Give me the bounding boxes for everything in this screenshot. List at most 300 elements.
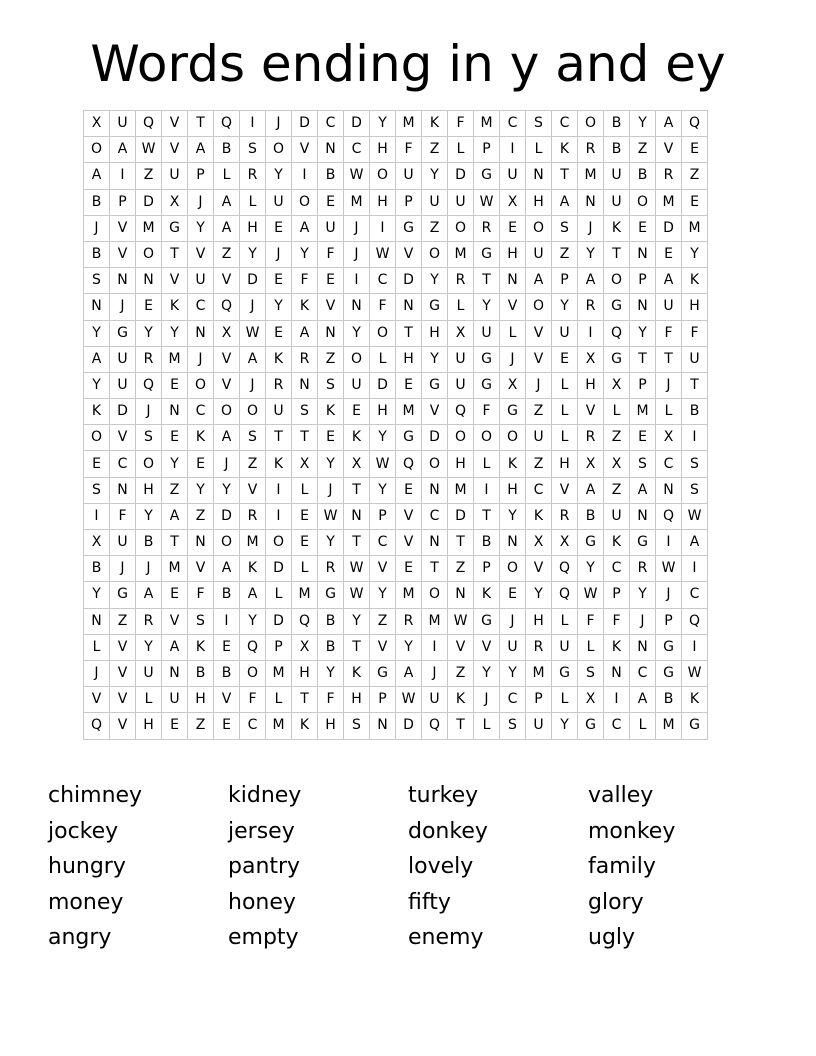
grid-cell[interactable]: N [500,530,526,556]
grid-cell[interactable]: X [656,425,682,451]
grid-cell[interactable]: V [396,241,422,267]
grid-cell[interactable]: Y [422,163,448,189]
grid-cell[interactable]: U [448,189,474,215]
grid-cell[interactable]: L [656,399,682,425]
grid-cell[interactable]: V [240,477,266,503]
grid-cell[interactable]: B [214,660,240,686]
grid-cell[interactable]: D [448,503,474,529]
grid-cell[interactable]: C [500,111,526,137]
grid-cell[interactable]: R [578,137,604,163]
grid-cell[interactable]: W [318,503,344,529]
grid-cell[interactable]: T [396,320,422,346]
grid-cell[interactable]: D [110,399,136,425]
grid-cell[interactable]: U [448,372,474,398]
grid-cell[interactable]: Z [162,477,188,503]
grid-cell[interactable]: M [266,713,292,739]
grid-cell[interactable]: V [318,294,344,320]
grid-cell[interactable]: I [370,215,396,241]
grid-cell[interactable]: S [292,399,318,425]
grid-cell[interactable]: U [422,189,448,215]
grid-cell[interactable]: S [136,425,162,451]
grid-cell[interactable]: C [552,111,578,137]
grid-cell[interactable]: G [110,582,136,608]
grid-cell[interactable]: P [474,556,500,582]
grid-cell[interactable]: H [188,687,214,713]
grid-cell[interactable]: G [162,215,188,241]
grid-cell[interactable]: K [552,137,578,163]
grid-cell[interactable]: S [84,477,110,503]
grid-cell[interactable]: J [188,346,214,372]
grid-cell[interactable]: J [84,215,110,241]
grid-cell[interactable]: Z [448,556,474,582]
grid-cell[interactable]: L [552,399,578,425]
grid-cell[interactable]: V [214,372,240,398]
grid-cell[interactable]: U [110,346,136,372]
grid-cell[interactable]: K [604,530,630,556]
grid-cell[interactable]: C [630,660,656,686]
grid-cell[interactable]: H [682,294,708,320]
grid-cell[interactable]: V [110,687,136,713]
grid-cell[interactable]: N [136,268,162,294]
grid-cell[interactable]: V [448,634,474,660]
grid-cell[interactable]: L [552,425,578,451]
grid-cell[interactable]: N [188,530,214,556]
grid-cell[interactable]: D [136,189,162,215]
grid-cell[interactable]: B [84,241,110,267]
grid-cell[interactable]: M [656,189,682,215]
grid-cell[interactable]: F [240,687,266,713]
grid-cell[interactable]: U [344,372,370,398]
grid-cell[interactable]: T [162,241,188,267]
grid-cell[interactable]: G [578,530,604,556]
grid-cell[interactable]: E [162,425,188,451]
grid-cell[interactable]: C [110,451,136,477]
grid-cell[interactable]: W [448,608,474,634]
grid-cell[interactable]: O [266,137,292,163]
grid-cell[interactable]: G [604,294,630,320]
grid-cell[interactable]: T [162,530,188,556]
grid-cell[interactable]: E [214,713,240,739]
grid-cell[interactable]: B [188,660,214,686]
grid-cell[interactable]: V [292,137,318,163]
grid-cell[interactable]: U [604,163,630,189]
grid-cell[interactable]: Y [84,372,110,398]
grid-cell[interactable]: H [526,608,552,634]
grid-cell[interactable]: R [630,556,656,582]
grid-cell[interactable]: Q [682,608,708,634]
grid-cell[interactable]: L [266,687,292,713]
grid-cell[interactable]: T [552,163,578,189]
grid-cell[interactable]: E [266,320,292,346]
grid-cell[interactable]: R [396,608,422,634]
grid-cell[interactable]: E [292,530,318,556]
grid-cell[interactable]: M [526,660,552,686]
grid-cell[interactable]: S [682,451,708,477]
grid-cell[interactable]: H [370,137,396,163]
grid-cell[interactable]: X [526,530,552,556]
grid-cell[interactable]: X [552,530,578,556]
grid-cell[interactable]: O [500,556,526,582]
grid-cell[interactable]: G [370,660,396,686]
grid-cell[interactable]: Y [630,582,656,608]
grid-cell[interactable]: H [526,189,552,215]
grid-cell[interactable]: V [552,477,578,503]
grid-cell[interactable]: L [500,320,526,346]
grid-cell[interactable]: K [162,294,188,320]
grid-cell[interactable]: O [240,660,266,686]
grid-cell[interactable]: V [500,294,526,320]
grid-cell[interactable]: O [84,425,110,451]
grid-cell[interactable]: J [630,608,656,634]
grid-cell[interactable]: E [630,425,656,451]
grid-cell[interactable]: Z [604,425,630,451]
grid-cell[interactable]: A [552,189,578,215]
grid-cell[interactable]: G [318,582,344,608]
grid-cell[interactable]: J [266,241,292,267]
grid-cell[interactable]: B [136,530,162,556]
grid-cell[interactable]: Q [396,451,422,477]
grid-cell[interactable]: S [344,713,370,739]
grid-cell[interactable]: V [110,660,136,686]
grid-cell[interactable]: R [292,346,318,372]
grid-cell[interactable]: E [318,189,344,215]
grid-cell[interactable]: M [396,111,422,137]
grid-cell[interactable]: Y [552,294,578,320]
grid-cell[interactable]: Y [682,241,708,267]
grid-cell[interactable]: H [578,372,604,398]
grid-cell[interactable]: R [136,608,162,634]
grid-cell[interactable]: O [630,189,656,215]
grid-cell[interactable]: Y [292,241,318,267]
grid-cell[interactable]: G [474,608,500,634]
grid-cell[interactable]: Q [240,634,266,660]
grid-cell[interactable]: V [474,634,500,660]
grid-cell[interactable]: G [552,660,578,686]
grid-cell[interactable]: J [188,189,214,215]
grid-cell[interactable]: Z [318,346,344,372]
grid-cell[interactable]: I [214,608,240,634]
grid-cell[interactable]: G [474,163,500,189]
grid-cell[interactable]: E [162,372,188,398]
grid-cell[interactable]: B [578,503,604,529]
grid-cell[interactable]: G [500,399,526,425]
grid-cell[interactable]: H [136,713,162,739]
grid-cell[interactable]: F [396,137,422,163]
grid-cell[interactable]: I [682,425,708,451]
grid-cell[interactable]: L [292,556,318,582]
grid-cell[interactable]: E [500,582,526,608]
grid-cell[interactable]: K [188,425,214,451]
grid-cell[interactable]: P [396,189,422,215]
grid-cell[interactable]: A [214,425,240,451]
grid-cell[interactable]: R [266,372,292,398]
grid-cell[interactable]: J [318,477,344,503]
grid-cell[interactable]: V [110,425,136,451]
grid-cell[interactable]: I [656,530,682,556]
grid-cell[interactable]: J [136,556,162,582]
grid-cell[interactable]: Y [344,608,370,634]
grid-cell[interactable]: D [240,268,266,294]
grid-cell[interactable]: J [526,372,552,398]
grid-cell[interactable]: C [526,477,552,503]
grid-cell[interactable]: S [630,451,656,477]
grid-cell[interactable]: I [500,137,526,163]
grid-cell[interactable]: Y [370,582,396,608]
grid-cell[interactable]: J [136,399,162,425]
grid-cell[interactable]: A [656,268,682,294]
grid-cell[interactable]: Y [84,320,110,346]
grid-cell[interactable]: L [630,713,656,739]
grid-cell[interactable]: G [474,346,500,372]
grid-cell[interactable]: Y [578,241,604,267]
grid-cell[interactable]: L [448,294,474,320]
grid-cell[interactable]: N [162,660,188,686]
grid-cell[interactable]: G [422,372,448,398]
grid-cell[interactable]: H [448,451,474,477]
grid-cell[interactable]: Y [474,660,500,686]
grid-cell[interactable]: O [422,451,448,477]
grid-cell[interactable]: L [552,372,578,398]
grid-cell[interactable]: M [474,111,500,137]
grid-cell[interactable]: R [552,503,578,529]
grid-cell[interactable]: V [110,215,136,241]
grid-cell[interactable]: E [396,372,422,398]
grid-cell[interactable]: V [162,608,188,634]
grid-cell[interactable]: Y [318,530,344,556]
grid-cell[interactable]: I [344,268,370,294]
grid-cell[interactable]: W [344,556,370,582]
grid-cell[interactable]: V [110,241,136,267]
grid-cell[interactable]: A [84,346,110,372]
grid-cell[interactable]: Q [422,713,448,739]
grid-cell[interactable]: S [500,713,526,739]
grid-cell[interactable]: X [162,189,188,215]
grid-cell[interactable]: P [474,137,500,163]
grid-cell[interactable]: Z [136,163,162,189]
grid-cell[interactable]: K [682,268,708,294]
grid-cell[interactable]: E [396,477,422,503]
grid-cell[interactable]: Z [604,477,630,503]
grid-cell[interactable]: N [422,530,448,556]
grid-cell[interactable]: U [266,189,292,215]
grid-cell[interactable]: O [500,425,526,451]
grid-cell[interactable]: G [396,425,422,451]
grid-cell[interactable]: B [604,111,630,137]
grid-cell[interactable]: U [526,713,552,739]
grid-cell[interactable]: Y [474,294,500,320]
grid-cell[interactable]: G [396,215,422,241]
grid-cell[interactable]: X [214,320,240,346]
grid-cell[interactable]: H [396,346,422,372]
grid-cell[interactable]: H [500,241,526,267]
grid-cell[interactable]: Z [552,241,578,267]
grid-cell[interactable]: A [682,530,708,556]
grid-cell[interactable]: O [84,137,110,163]
grid-cell[interactable]: V [396,503,422,529]
grid-cell[interactable]: V [162,137,188,163]
grid-cell[interactable]: H [370,189,396,215]
grid-cell[interactable]: W [344,163,370,189]
grid-cell[interactable]: J [578,215,604,241]
grid-cell[interactable]: B [214,137,240,163]
grid-cell[interactable]: U [526,241,552,267]
grid-cell[interactable]: Y [240,608,266,634]
grid-cell[interactable]: X [292,634,318,660]
grid-cell[interactable]: H [240,215,266,241]
grid-cell[interactable]: X [292,451,318,477]
grid-cell[interactable]: W [370,241,396,267]
grid-cell[interactable]: O [370,163,396,189]
grid-cell[interactable]: V [656,137,682,163]
grid-cell[interactable]: M [136,215,162,241]
grid-cell[interactable]: E [266,268,292,294]
grid-cell[interactable]: L [370,346,396,372]
grid-cell[interactable]: M [396,399,422,425]
grid-cell[interactable]: H [136,477,162,503]
grid-cell[interactable]: N [526,163,552,189]
grid-cell[interactable]: G [630,530,656,556]
grid-cell[interactable]: G [682,713,708,739]
grid-cell[interactable]: R [656,163,682,189]
grid-cell[interactable]: N [422,477,448,503]
grid-cell[interactable]: U [552,634,578,660]
grid-cell[interactable]: J [84,660,110,686]
grid-cell[interactable]: Z [240,451,266,477]
grid-cell[interactable]: J [110,556,136,582]
grid-cell[interactable]: X [84,530,110,556]
grid-cell[interactable]: I [266,503,292,529]
grid-cell[interactable]: R [526,634,552,660]
grid-cell[interactable]: E [630,215,656,241]
grid-cell[interactable]: A [214,556,240,582]
grid-cell[interactable]: N [344,294,370,320]
grid-cell[interactable]: E [552,346,578,372]
grid-cell[interactable]: A [188,137,214,163]
grid-cell[interactable]: V [526,320,552,346]
grid-cell[interactable]: J [266,111,292,137]
grid-cell[interactable]: U [422,687,448,713]
grid-cell[interactable]: C [370,530,396,556]
grid-cell[interactable]: F [188,582,214,608]
grid-cell[interactable]: Y [526,582,552,608]
grid-cell[interactable]: A [292,320,318,346]
grid-cell[interactable]: M [266,660,292,686]
grid-cell[interactable]: W [682,503,708,529]
grid-cell[interactable]: Z [188,503,214,529]
grid-cell[interactable]: T [656,346,682,372]
grid-cell[interactable]: Y [500,660,526,686]
grid-cell[interactable]: O [526,215,552,241]
grid-cell[interactable]: I [84,503,110,529]
grid-cell[interactable]: R [448,268,474,294]
grid-cell[interactable]: U [552,320,578,346]
grid-cell[interactable]: R [136,346,162,372]
grid-cell[interactable]: C [604,713,630,739]
grid-cell[interactable]: C [188,399,214,425]
grid-cell[interactable]: N [110,268,136,294]
grid-cell[interactable]: E [682,137,708,163]
grid-cell[interactable]: K [292,713,318,739]
grid-cell[interactable]: B [656,687,682,713]
grid-cell[interactable]: R [240,163,266,189]
grid-cell[interactable]: Y [370,477,396,503]
grid-cell[interactable]: T [292,687,318,713]
grid-cell[interactable]: J [656,582,682,608]
grid-cell[interactable]: U [526,425,552,451]
grid-cell[interactable]: V [214,268,240,294]
grid-cell[interactable]: U [110,372,136,398]
grid-cell[interactable]: I [422,634,448,660]
grid-cell[interactable]: T [682,372,708,398]
grid-cell[interactable]: K [604,215,630,241]
grid-cell[interactable]: X [500,372,526,398]
grid-cell[interactable]: M [448,241,474,267]
grid-cell[interactable]: Z [422,137,448,163]
grid-cell[interactable]: S [240,425,266,451]
grid-cell[interactable]: A [578,477,604,503]
grid-cell[interactable]: O [136,451,162,477]
grid-cell[interactable]: O [604,268,630,294]
grid-cell[interactable]: V [526,346,552,372]
grid-cell[interactable]: P [370,503,396,529]
grid-cell[interactable]: Y [370,111,396,137]
grid-cell[interactable]: C [422,503,448,529]
grid-cell[interactable]: E [656,241,682,267]
grid-cell[interactable]: L [526,137,552,163]
grid-cell[interactable]: L [84,634,110,660]
grid-cell[interactable]: S [682,477,708,503]
grid-cell[interactable]: F [656,320,682,346]
grid-cell[interactable]: X [578,451,604,477]
grid-cell[interactable]: J [110,294,136,320]
grid-cell[interactable]: P [110,189,136,215]
grid-cell[interactable]: L [604,399,630,425]
grid-cell[interactable]: F [682,320,708,346]
grid-cell[interactable]: Y [162,320,188,346]
grid-cell[interactable]: P [526,687,552,713]
grid-cell[interactable]: B [630,163,656,189]
grid-cell[interactable]: Y [344,320,370,346]
grid-cell[interactable]: Y [318,660,344,686]
grid-cell[interactable]: L [552,687,578,713]
grid-cell[interactable]: J [344,241,370,267]
grid-cell[interactable]: K [266,346,292,372]
grid-cell[interactable]: Y [500,503,526,529]
grid-cell[interactable]: Q [656,503,682,529]
grid-cell[interactable]: T [630,346,656,372]
grid-cell[interactable]: E [396,556,422,582]
grid-cell[interactable]: C [318,111,344,137]
grid-cell[interactable]: Y [630,320,656,346]
grid-cell[interactable]: G [578,713,604,739]
grid-cell[interactable]: B [214,582,240,608]
grid-cell[interactable]: Y [136,503,162,529]
grid-cell[interactable]: K [318,399,344,425]
grid-cell[interactable]: O [578,111,604,137]
grid-cell[interactable]: Q [604,320,630,346]
grid-cell[interactable]: U [604,503,630,529]
grid-cell[interactable]: Y [318,451,344,477]
grid-cell[interactable]: T [448,530,474,556]
grid-cell[interactable]: E [136,294,162,320]
grid-cell[interactable]: O [422,241,448,267]
grid-cell[interactable]: Y [240,241,266,267]
grid-cell[interactable]: V [188,556,214,582]
grid-cell[interactable]: K [266,451,292,477]
grid-cell[interactable]: I [578,320,604,346]
grid-cell[interactable]: C [500,687,526,713]
grid-cell[interactable]: K [500,451,526,477]
